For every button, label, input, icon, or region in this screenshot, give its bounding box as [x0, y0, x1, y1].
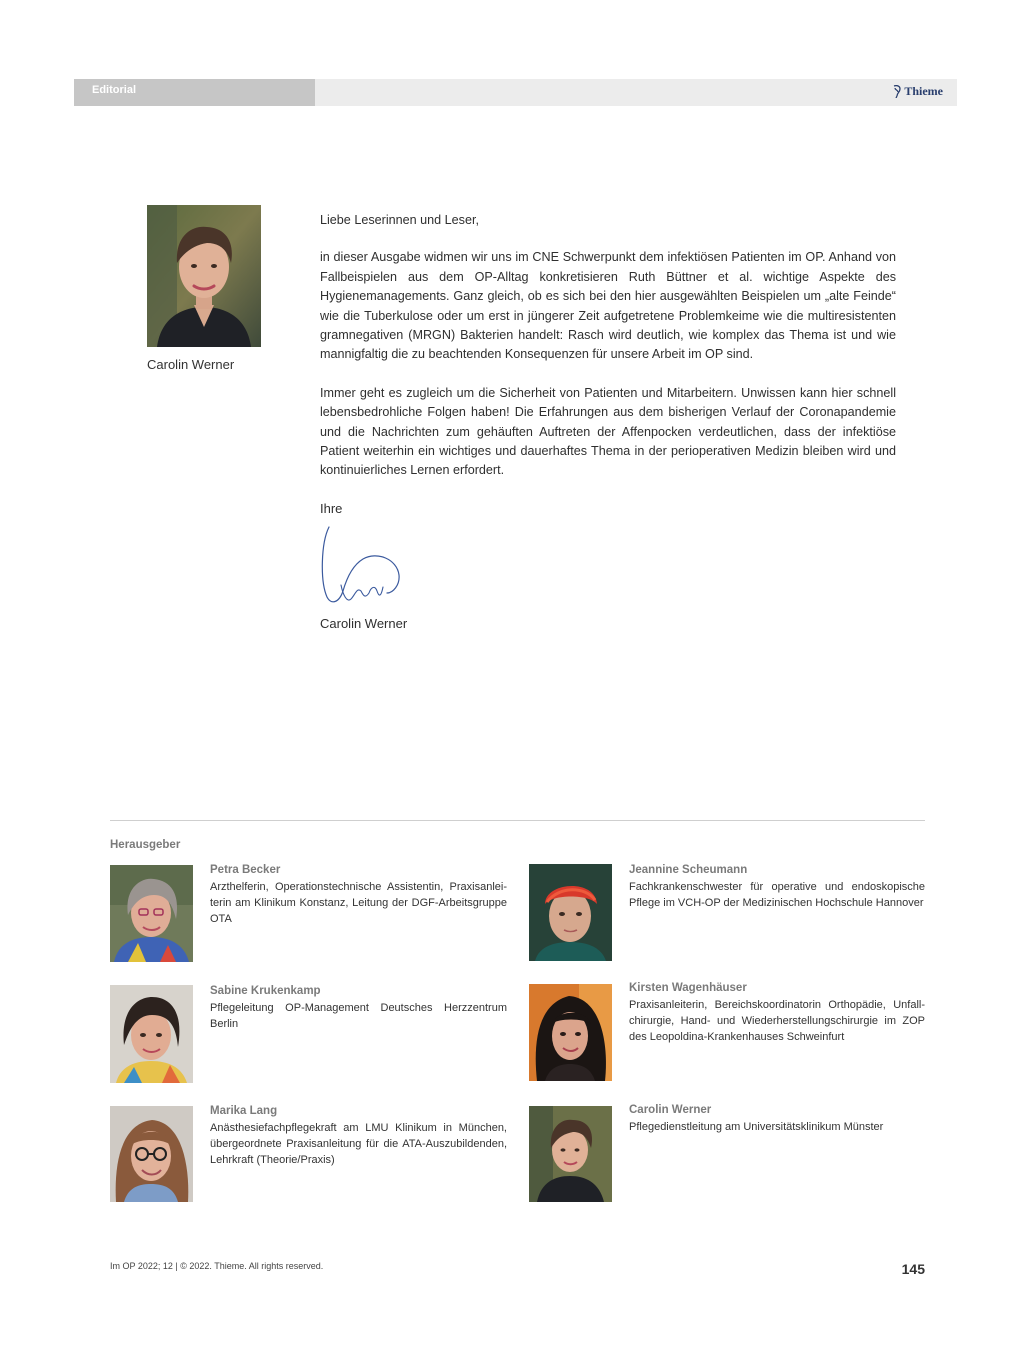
thieme-logo-icon	[892, 85, 902, 98]
editorial-letter	[320, 211, 896, 500]
section-label-editorial: Editorial	[92, 84, 137, 96]
editor-role: Pflegedienstleitung am Universitätsklinikum Münster	[629, 1121, 884, 1133]
section-tab	[74, 79, 315, 106]
editor-role: Anästhesiefachpflegekraft am LMU Klinikum in München, übergeordnete Praxisanleitung für die ATA-Auszubildenden, Lehrkraft (Theorie/Praxis)	[210, 1122, 507, 1166]
editors-heading: Herausgeber	[110, 839, 181, 851]
page-number: 145	[901, 1261, 925, 1277]
letter-greeting: Liebe Leserinnen und Leser,	[320, 213, 479, 227]
editor-name: Kirsten Wagenhäuser	[629, 982, 747, 994]
editor-name: Marika Lang	[210, 1105, 278, 1117]
editor-role: Praxisanleiterin, Bereichskoordinatorin Orthopädie, Unfallchirurgie, Hand- und Wiederherstellungschirurgie im ZOP des Leopoldina-Krankenhauses Schweinfurt	[629, 999, 925, 1043]
portrait-caption: Carolin Werner	[147, 357, 235, 372]
editor-role: Pflegeleitung OP-Management Deutsches Herzzentrum Berlin	[210, 1002, 507, 1030]
editor-photo	[529, 1106, 612, 1202]
letter-paragraph-2: Immer geht es zugleich um die Sicherheit von Patienten und Mitarbeitern. Unwissen kann hier schnell lebensbedrohliche Folgen haben! Die Erfahrungen aus dem bisherigen Verlauf der Coronapandemie und die Nachrichten zum gehäuften Auftreten der Affenpocken verdeutlichen, dass der infektiöse Patient weiterhin ein wichtiges und dauerhaftes Thema in der perioperativen Medizin bleiben wird und kontinuierliches Lernen erfordert.	[320, 385, 896, 478]
editor-photo	[529, 984, 612, 1081]
publisher-brand	[892, 84, 943, 99]
editor-name: Jeannine Scheumann	[629, 864, 748, 876]
editor-name: Carolin Werner	[629, 1104, 712, 1116]
editor-photo	[110, 985, 193, 1083]
editor-photo	[110, 865, 193, 962]
editor-photo	[110, 1106, 193, 1202]
editor-role: Arzthelferin, Operationstechnische Assistentin, Praxisanleiterin am Klinikum Konstanz, Leitung der DGF-Arbeitsgruppe OTA	[210, 881, 507, 925]
brand-name: Thieme	[904, 84, 943, 98]
editor-name: Petra Becker	[210, 864, 281, 876]
letter-signer: Carolin Werner	[320, 616, 408, 631]
editor-role: Fachkrankenschwester für operative und endoskopische Pflege im VCH-OP der Medizinischen Hochschule Hannover	[629, 881, 925, 909]
editor-photo	[529, 864, 612, 961]
letter-sign-off: Ihre	[320, 501, 343, 516]
section-header	[74, 79, 957, 106]
section-divider	[110, 820, 925, 821]
journal-citation: Im OP 2022; 12 | © 2022. Thieme. All rights reserved.	[110, 1261, 324, 1271]
editor-name: Sabine Krukenkamp	[210, 985, 321, 997]
handwritten-signature	[319, 521, 407, 609]
author-portrait	[147, 205, 261, 347]
letter-paragraph-1: in dieser Ausgabe widmen wir uns im CNE Schwerpunkt dem infektiösen Patienten im OP. Anhand von Fallbeispielen aus dem OP-Alltag konkretisieren Ruth Büttner et al. wichtige Aspekte des Hygienemanagements. Ganz gleich, ob es sich bei den hier ausgewählten Beispielen um „alte Feinde“ wie die Tuberkulose oder um erst in jüngerer Zeit aufgetretene Problemkeime wie die multiresistenten gramnegativen (MRGN) Bakterien handelt: Rasch wird deutlich, wie komplex das Thema ist und wie mannigfaltig die zu beachtenden Konsequenzen für unsere Arbeit im OP sind.	[320, 250, 896, 362]
